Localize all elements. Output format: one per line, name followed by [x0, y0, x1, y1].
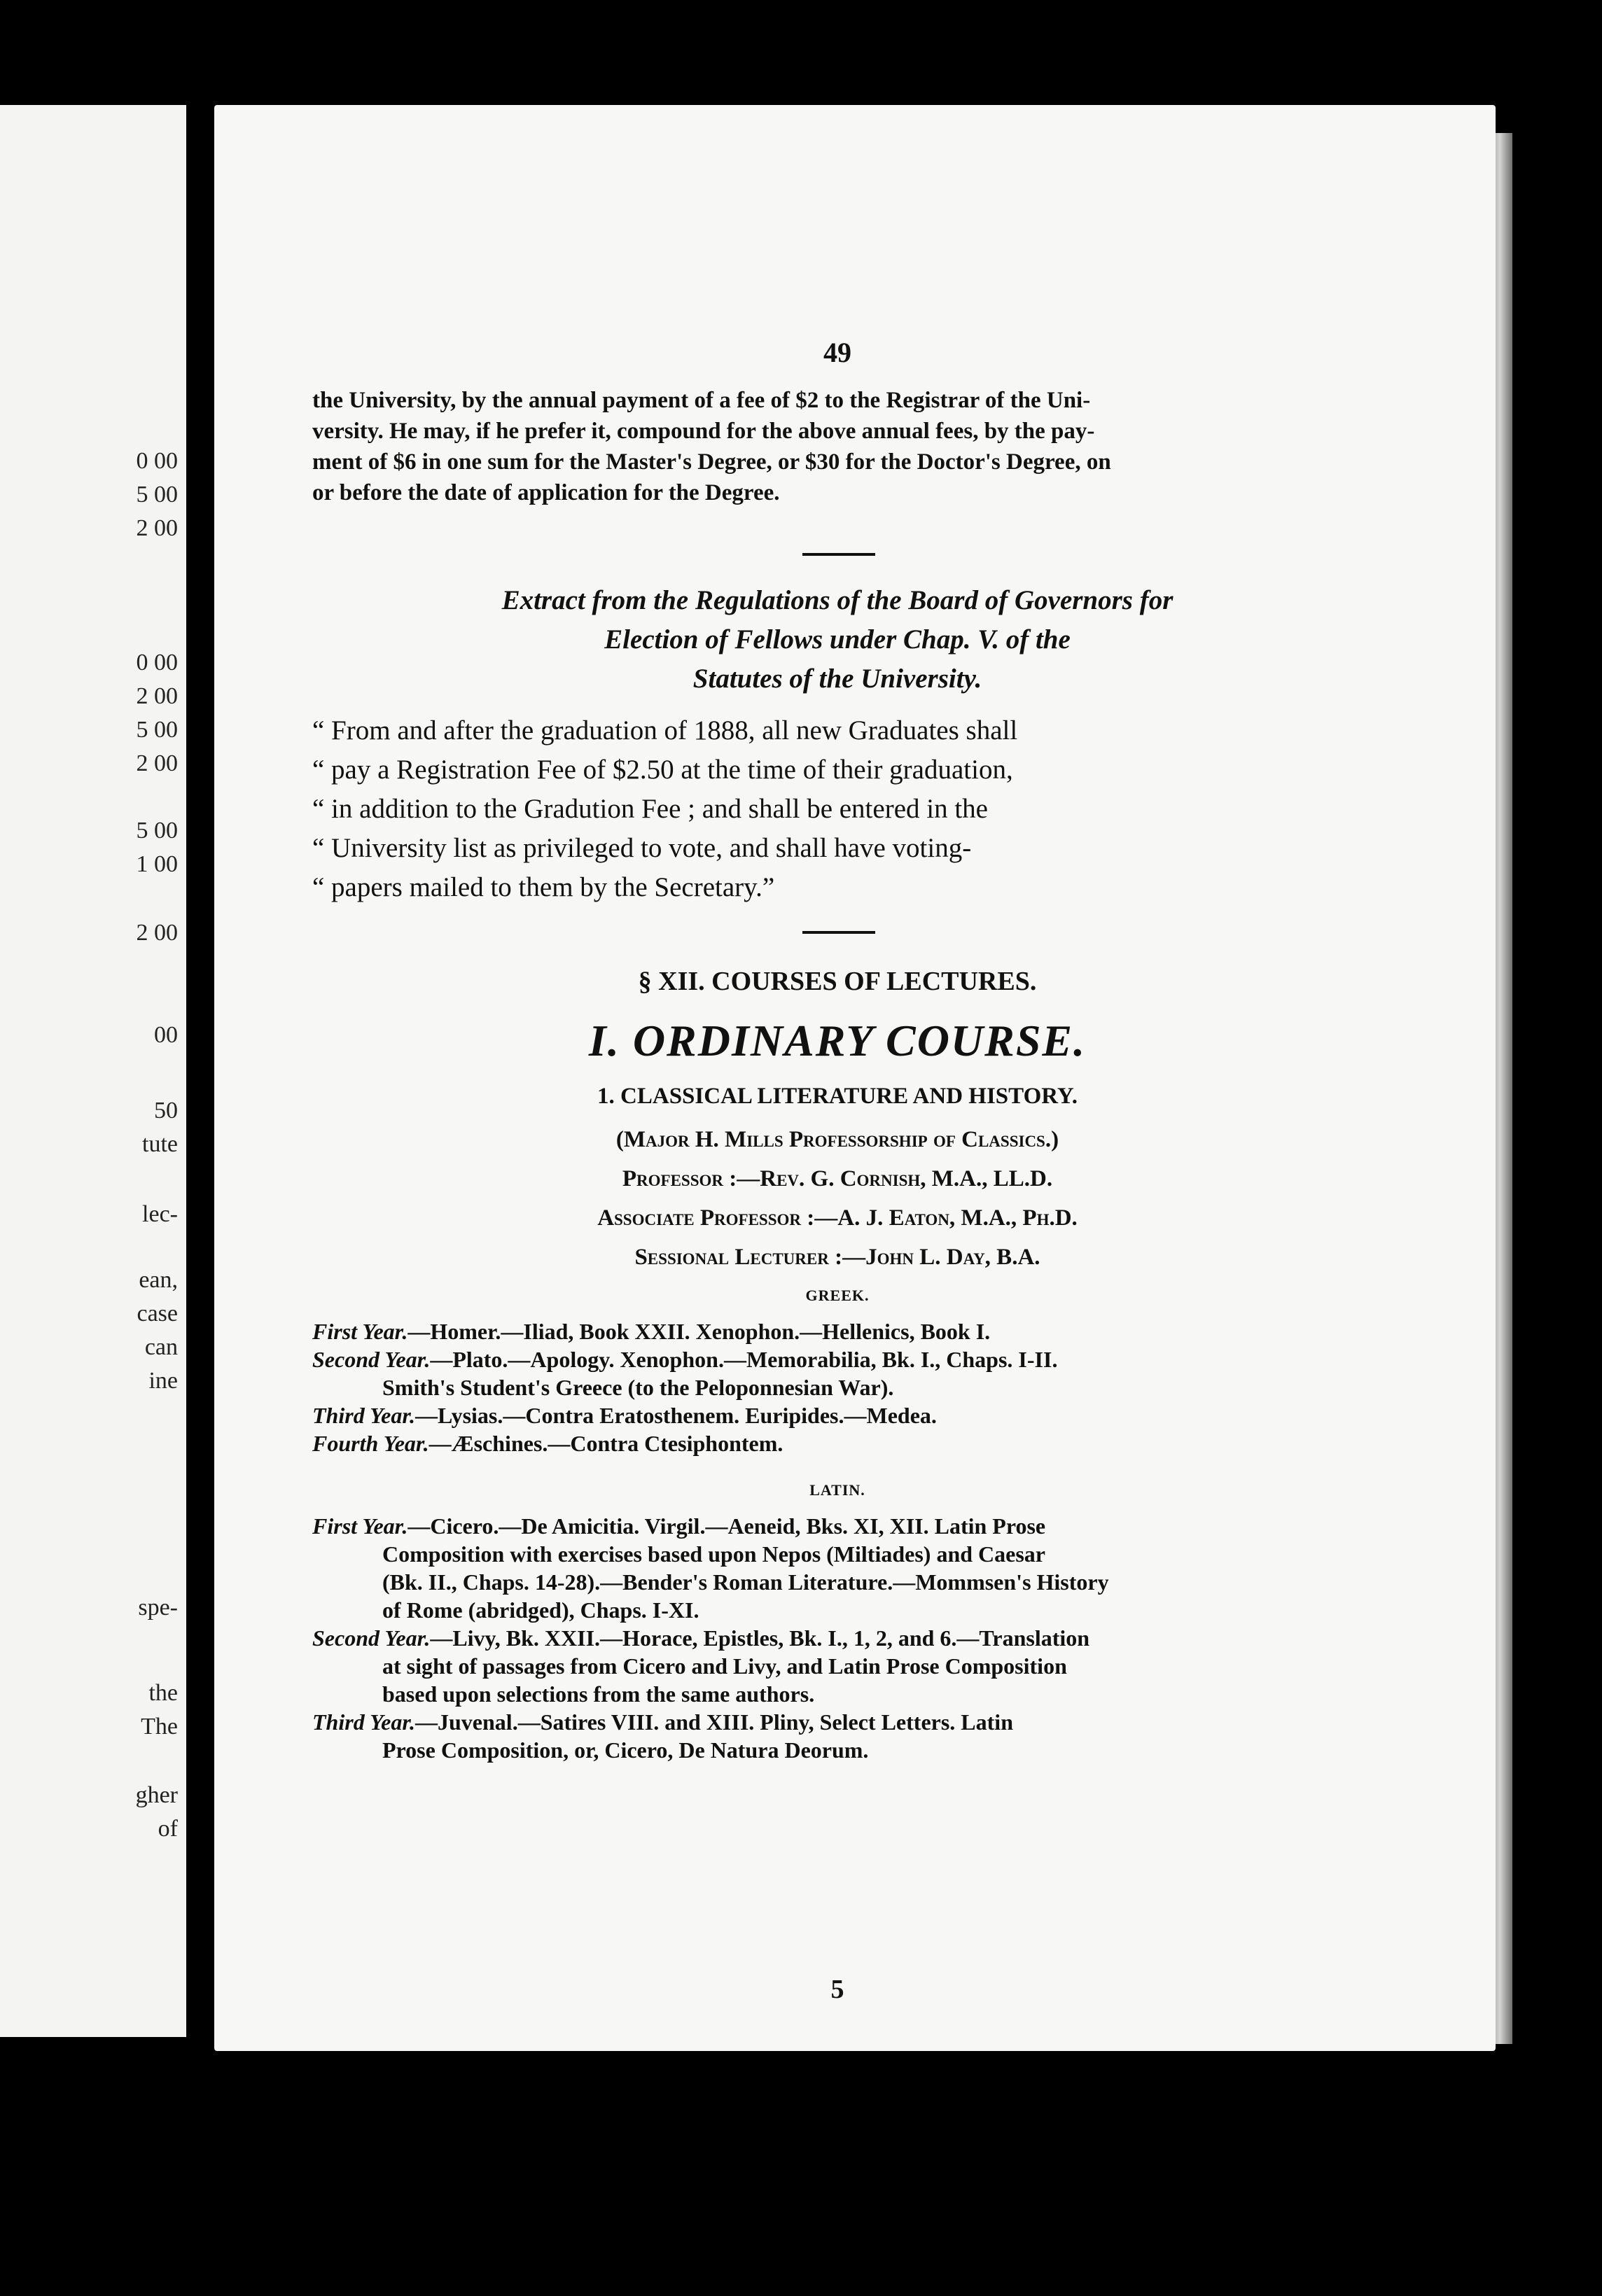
entry-text: —Æschines.—Contra Ctesiphontem. — [429, 1431, 783, 1456]
year-label: First Year. — [312, 1319, 408, 1344]
course-entry — [312, 1512, 1370, 1624]
regulation-quote — [312, 711, 1363, 907]
course-title: I. ORDINARY COURSE. — [588, 1016, 1087, 1065]
course-entry — [312, 1429, 1370, 1457]
subject-title: 1. CLASSICAL LITERATURE AND HISTORY. — [597, 1084, 1078, 1109]
facing-fragment: The — [141, 1714, 178, 1740]
facing-fragment: gher — [135, 1782, 178, 1808]
staff-associate: Associate Professor :—A. J. Eaton, M.A., Ph.D. — [597, 1205, 1078, 1231]
professorship: (Major H. Mills Professorship of Classics.) — [615, 1127, 1059, 1152]
facing-fragment: 2 00 — [136, 515, 178, 541]
facing-fragment: 5 00 — [136, 482, 178, 507]
facing-fragment: 2 00 — [136, 920, 178, 946]
divider-rule — [802, 553, 875, 556]
staff-lecturer: Sessional Lecturer :—John L. Day, B.A. — [634, 1245, 1040, 1270]
year-label: Second Year. — [312, 1347, 431, 1372]
entry-continuation: at sight of passages from Cicero and Livy, and Latin Prose Composition — [382, 1653, 1067, 1679]
course-entry — [312, 1624, 1370, 1708]
year-label: Fourth Year. — [312, 1431, 429, 1456]
paragraph-line: versity. He may, if he prefer it, compound for the above annual fees, by the pay- — [312, 419, 1095, 444]
facing-fragment: of — [158, 1816, 178, 1842]
extract-title-line: Extract from the Regulations of the Board of Governors for — [501, 585, 1173, 615]
facing-fragment: 00 — [154, 1022, 178, 1048]
paragraph-line: the University, by the annual payment of a fee of $2 to the Registrar of the Uni- — [312, 388, 1091, 413]
facing-fragment: 0 00 — [136, 448, 178, 474]
opening-paragraph — [312, 385, 1377, 508]
staff-professor: Professor :—Rev. G. Cornish, M.A., LL.D. — [622, 1166, 1053, 1191]
entry-text: —Cicero.—De Amicitia. Virgil.—Aeneid, Bks. XI, XII. Latin Prose — [408, 1513, 1046, 1539]
extract-title-line: Statutes of the University. — [692, 664, 982, 694]
facing-fragment: spe- — [138, 1595, 178, 1620]
course-entry — [312, 1708, 1370, 1764]
year-label: Third Year. — [312, 1709, 415, 1735]
signature-mark: 5 — [830, 1975, 844, 2004]
facing-fragment: the — [148, 1680, 178, 1706]
course-entry — [312, 1345, 1370, 1401]
entry-continuation: Composition with exercises based upon Nepos (Miltiades) and Caesar — [382, 1541, 1045, 1567]
facing-fragment: 50 — [154, 1098, 178, 1124]
extract-title — [312, 581, 1363, 699]
entry-text: —Homer.—Iliad, Book XXII. Xenophon.—Hellenics, Book I. — [408, 1319, 991, 1344]
greek-heading: GREEK. — [805, 1287, 870, 1304]
facing-fragment: 5 00 — [136, 818, 178, 844]
entry-continuation: of Rome (abridged), Chaps. I-XI. — [382, 1597, 699, 1623]
quote-line: “ papers mailed to them by the Secretary.” — [312, 872, 775, 902]
facing-fragment: case — [137, 1301, 178, 1326]
year-label: Second Year. — [312, 1625, 431, 1651]
greek-list — [312, 1317, 1370, 1457]
quote-line: “ pay a Registration Fee of $2.50 at the time of their graduation, — [312, 755, 1013, 785]
facing-fragment: 0 00 — [136, 650, 178, 676]
page-content — [312, 105, 1363, 2051]
entry-text: —Plato.—Apology. Xenophon.—Memorabilia, Bk. I., Chaps. I-II. — [430, 1347, 1058, 1372]
facing-fragment: 5 00 — [136, 717, 178, 743]
facing-fragment: ine — [148, 1368, 178, 1394]
course-entry — [312, 1317, 1370, 1345]
paragraph-line: ment of $6 in one sum for the Master's Degree, or $30 for the Doctor's Degree, on — [312, 449, 1111, 475]
paragraph-line: or before the date of application for the Degree. — [312, 480, 780, 505]
facing-fragment: 2 00 — [136, 683, 178, 709]
quote-line: “ in addition to the Gradution Fee ; and shall be entered in the — [312, 794, 988, 824]
facing-page — [0, 105, 186, 2037]
entry-continuation: based upon selections from the same authors. — [382, 1681, 815, 1707]
latin-list — [312, 1512, 1370, 1764]
section-title: § XII. COURSES OF LECTURES. — [638, 967, 1037, 996]
facing-fragment: 2 00 — [136, 750, 178, 776]
course-entry — [312, 1401, 1370, 1429]
facing-fragment: ean, — [139, 1267, 178, 1293]
latin-heading: LATIN. — [809, 1481, 865, 1499]
entry-text: —Juvenal.—Satires VIII. and XIII. Pliny, Select Letters. Latin — [415, 1709, 1013, 1735]
entry-text: —Lysias.—Contra Eratosthenem. Euripides.—Medea. — [415, 1403, 937, 1428]
facing-fragment: can — [144, 1334, 178, 1360]
facing-fragment: lec- — [142, 1201, 178, 1227]
entry-continuation: (Bk. II., Chaps. 14-28).—Bender's Roman Literature.—Mommsen's History — [382, 1569, 1109, 1595]
facing-fragment: tute — [142, 1131, 178, 1157]
extract-title-line: Election of Fellows under Chap. V. of the — [604, 624, 1071, 654]
year-label: Third Year. — [312, 1403, 415, 1428]
facing-fragment: 1 00 — [136, 851, 178, 877]
page-number: 49 — [823, 337, 851, 368]
entry-continuation: Smith's Student's Greece (to the Peloponnesian War). — [382, 1375, 894, 1400]
divider-rule — [802, 931, 875, 934]
quote-line: “ From and after the graduation of 1888, all new Graduates shall — [312, 715, 1018, 746]
quote-line: “ University list as privileged to vote, and shall have voting- — [312, 833, 972, 863]
document-page — [214, 105, 1496, 2051]
year-label: First Year. — [312, 1513, 408, 1539]
entry-continuation: Prose Composition, or, Cicero, De Natura Deorum. — [382, 1737, 869, 1763]
entry-text: —Livy, Bk. XXII.—Horace, Epistles, Bk. I., 1, 2, and 6.—Translation — [430, 1625, 1090, 1651]
